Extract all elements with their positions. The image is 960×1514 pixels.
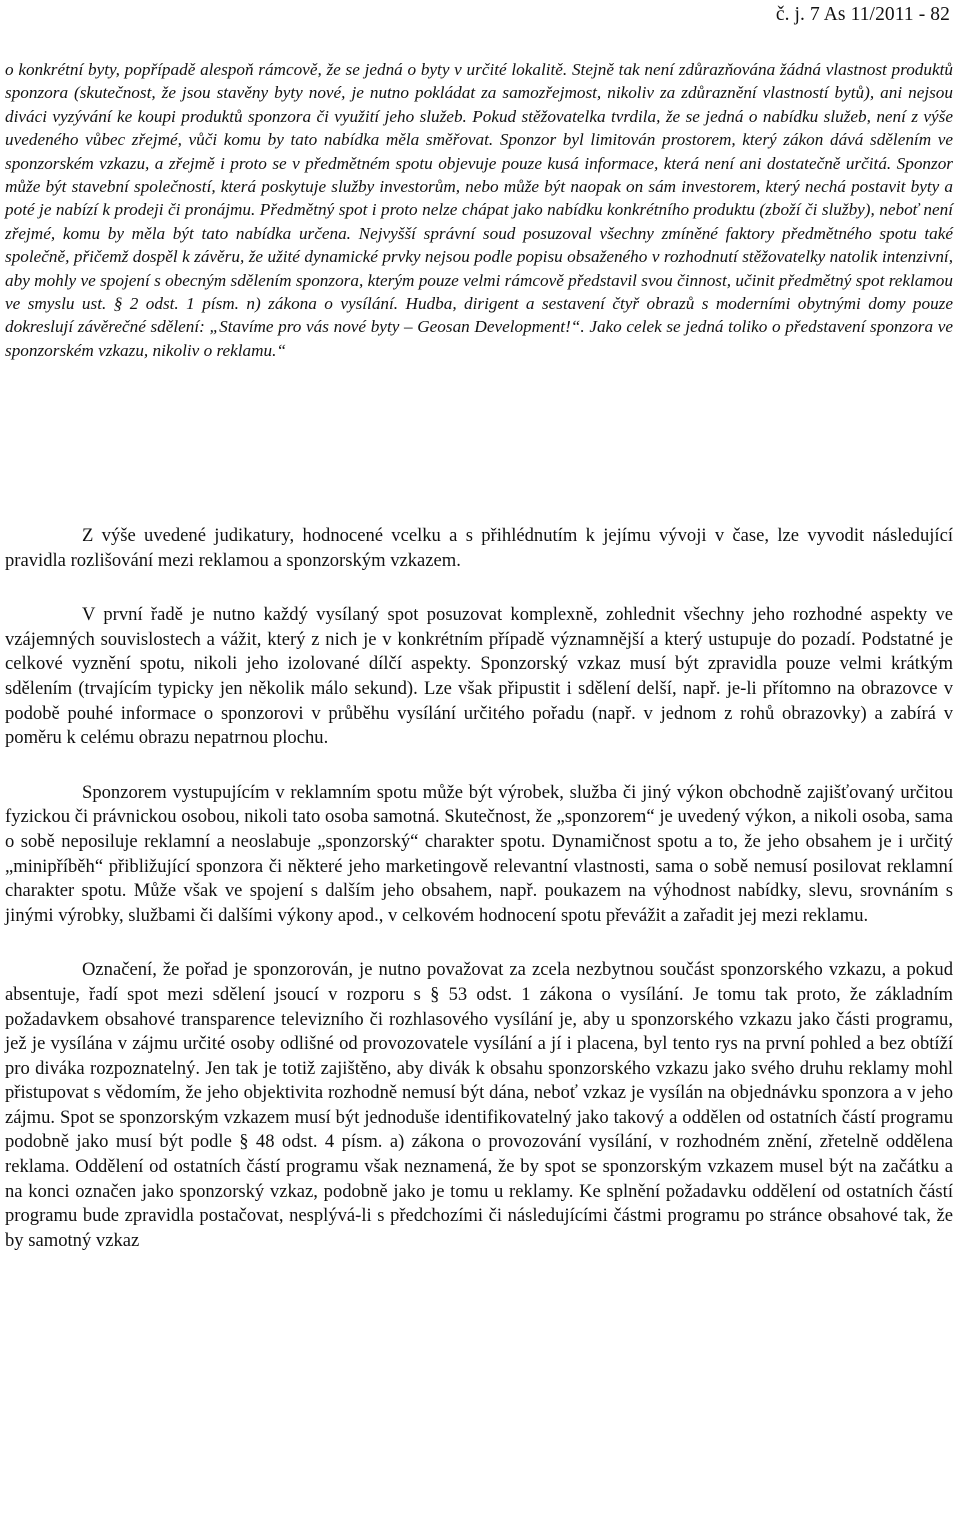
paragraph-3: Sponzorem vystupujícím v reklamním spotu může být výrobek, služba či jiný výkon obchodně zajišťovaný určitou fyzickou či právnickou osobou, nikoli tato osoba samotná. Skutečnost, že „sponzorem“ je uvedený výkon, a nikoli osoba, sama o sobě neposiluje reklamní a neoslabuje „sponzorský“ charakter spotu. Dynamičnost spotu a to, že jeho obsahem je i určitý „minipříběh“ přibližující sponzora či některé jeho marketingově relevantní vlastnosti, sama o sobě nemusí posilovat reklamní charakter spotu. Může však ve spojení s dalším jeho obsahem, např. poukazem na výhodnost nabídky, slevu, srovnáním s jinými výrobky, službami či dalšími výkony apod., v celkovém hodnocení spotu převážit a zařadit jej mezi reklamu. [5, 781, 953, 926]
quoted-judgment-text: o konkrétní byty, popřípadě alespoň rámcově, že se jedná o byty v určité lokalitě. Stejně tak není zdůrazňována žádná vlastnost produktů sponzora (skutečnost, že jsou stavěny byty nové, je nutno pokládat za samozřejmost, nikoliv za zdůraznění vlastností bytů), ani nejsou diváci vyzývání ke koupi produktů sponzora či využití jeho služeb. Pokud stěžovatelka tvrdila, že se jedná o nabídku služeb, není z výše uvedeného vůbec zřejmé, vůči komu by tato nabídka měla směřovat. Sponzor byl limitován prostorem, který zákon dává sdělením ve sponzorském vzkazu, a zřejmě i proto se v předmětném spotu objevuje pouze kusá informace, která není ani dostatečně určitá. Sponzor může být stavební společností, která poskytuje služby investorům, nebo může být naopak on sám investorem, který nechá postavit byty a poté je nabízí k prodeji či pronájmu. Předmětný spot i proto nelze chápat jako nabídku konkrétního produktu (zboží či služby), neboť není zřejmé, komu by měla být tato nabídka určena. Nejvyšší správní soud posuzoval všechny zmíněné faktory předmětného spotu také společně, přičemž dospěl k závěru, že užité dynamické prvky nejsou podle popisu obsaženého v rozhodnutí stěžovatelky natolik intenzivní, aby mohly ve spojení s obecným sdělením sponzora, kterým pouze velmi rámcově představil svou činnost, učinit předmětný spot reklamou ve smyslu ust. § 2 odst. 1 písm. n) zákona o vysílání. Hudba, dirigent a sestavení čtyř obrazů s moderními obytnými domy pouze dokreslují závěrečné sdělení: „Stavíme pro vás nové byty – Geosan Development!“. Jako celek se jedná toliko o představení sponzora ve sponzorském vzkazu, nikoliv o reklamu.“ [5, 60, 953, 360]
paragraph-2: V první řadě je nutno každý vysílaný spot posuzovat komplexně, zohlednit všechny jeho rozhodné aspekty ve vzájemných souvislostech a vážit, který z nich je v konkrétním případě významnější a který ustupuje do pozadí. Podstatné je celkové vyznění spotu, nikoli jeho izolované dílčí aspekty. Sponzorský vzkaz musí být zpravidla pouze velmi krátkým sdělením (trvajícím typicky jen několik málo sekund). Lze však připustit i sdělení delší, např. je-li přítomno na obrazovce v podobě pouhé informace o sponzorovi v průběhu vysílání určitého pořadu (např. v jednom z rohů obrazovky) a zabírá v poměru k celému obrazu nepatrnou plochu. [5, 604, 953, 749]
paragraph-4: Označení, že pořad je sponzorován, je nutno považovat za zcela nezbytnou součást sponzorského vzkazu, a pokud absentuje, řadí spot mezi sdělení jsoucí v rozporu s § 53 odst. 1 zákona o vysílání. Je tomu tak proto, že základním požadavkem obsahové transparence televizního či rozhlasového vysílání je, aby u sponzorského vzkazu jako části programu, jež je vysílána v zájmu určité osoby odlišné od provozovatele vysílání a jí i placena, byl tento rys na první pohled a bez obtíží pro diváka rozpoznatelný. Jen tak je totiž zajištěno, aby divák k obsahu sponzorského vzkazu jako svého druhu reklamy mohl přistupovat s vědomím, že jeho objektivita rozhodně nemusí být dána, neboť vzkaz je vysílán na objednávku sponzora a v jeho zájmu. Spot se sponzorským vzkazem musí být jednoduše identifikovatelný jako takový a oddělen od ostatních částí programu podobně jako musí být podle § 48 odst. 4 písm. a) zákona o provozování vysílání, v rozhodném znění, zřetelně oddělena reklama. Oddělení od ostatních částí programu však neznamená, že by spot se sponzorským vzkazem musel být na začátku a na konci označen jako sponzorský vzkaz, podobně jako je tomu u reklamy. Ke splnění požadavku oddělení od ostatních částí programu bude zpravidla postačovat, nesplývá-li s předchozími či následujícími částmi programu po stránce obsahové tak, že by samotný vzkaz [5, 959, 953, 1251]
case-reference: č. j. 7 As 11/2011 - 82 [775, 4, 950, 25]
paragraph-1: Z výše uvedené judikatury, hodnocené vcelku a s přihlédnutím k jejímu vývoji v čase, lze vyvodit následující pravidla rozlišování mezi reklamou a sponzorským vzkazem. [5, 525, 953, 571]
body-text [5, 524, 953, 1283]
